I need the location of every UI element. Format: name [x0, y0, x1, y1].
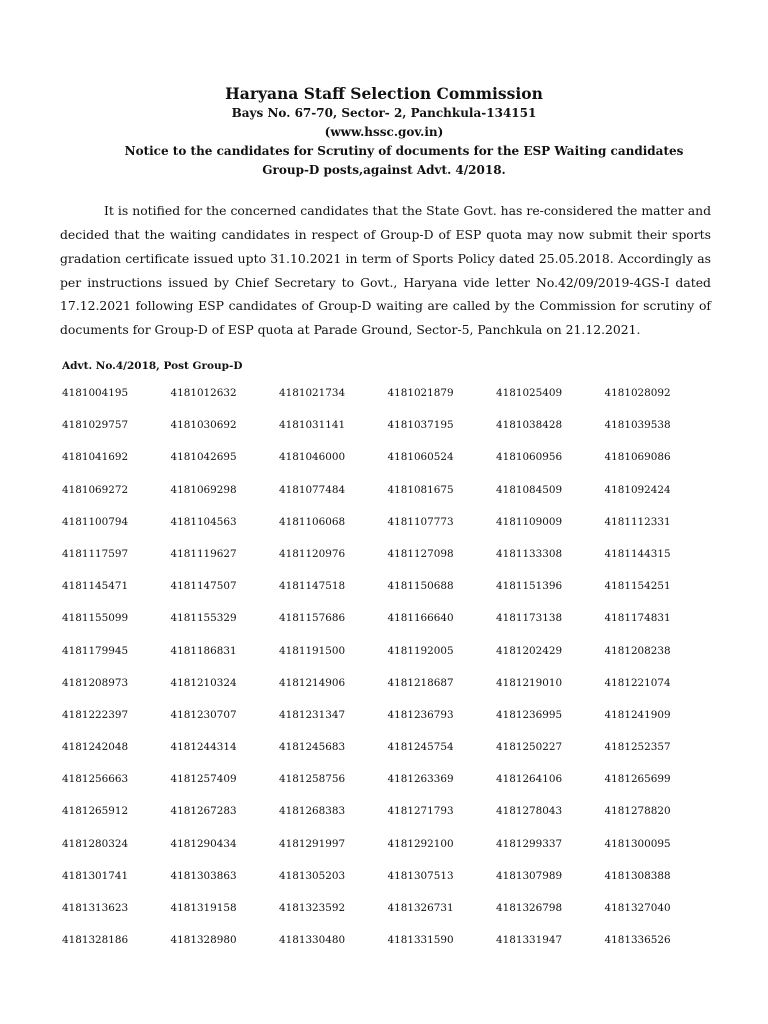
roll-number-cell: 4181221074: [604, 676, 671, 689]
roll-number-cell: 4181145471: [62, 580, 129, 593]
roll-number-cell: 4181208973: [62, 676, 129, 689]
roll-number-cell: 4181120976: [279, 547, 346, 560]
roll-number-cell: 4181127098: [387, 547, 454, 560]
notice-heading-line-1: Notice to the candidates for Scrutiny of documents for the ESP Waiting candidates: [124, 144, 684, 158]
roll-number-cell: 4181133308: [496, 547, 563, 560]
roll-number-cell: 4181012632: [170, 387, 237, 399]
roll-number-cell: 4181278820: [604, 805, 671, 818]
commission-website: (www.hssc.gov.in): [324, 125, 444, 139]
roll-number-cell: 4181208238: [604, 644, 671, 657]
roll-number-row: [62, 579, 713, 611]
roll-number-cell: 4181155329: [170, 612, 237, 625]
notice-paragraph: It is notified for the concerned candidates that the State Govt. has re-considered the matter and decided that the waiting candidates in respect of Group-D of ESP quota may now submit their sports gradation certificate issued upto 31.10.2021 in term of Sports Policy dated 25.05.2018. Accordingly as per instructions issued by Chief Secretary to Govt., Haryana vide letter No.42/09/2019-4GS-I dated 17.12.2021 following ESP candidates of Group-D waiting are called by the Commission for scrutiny of documents for Group-D of ESP quota at Parade Ground, Sector-5, Panchkula on 21.12.2021.: [60, 203, 711, 337]
roll-number-cell: 4181307513: [387, 869, 454, 882]
roll-number-cell: 4181250227: [496, 741, 563, 754]
roll-number-cell: 4181157686: [279, 612, 346, 625]
roll-number-cell: 4181258756: [279, 773, 346, 786]
roll-number-row: [62, 708, 713, 740]
roll-number-cell: 4181268383: [279, 805, 346, 818]
roll-number-cell: 4181271793: [387, 805, 454, 818]
roll-number-cell: 4181265912: [62, 805, 129, 818]
roll-number-cell: 4181267283: [170, 805, 237, 818]
notice-heading: [0, 142, 768, 180]
roll-number-row: [62, 933, 713, 965]
roll-number-row: [62, 901, 713, 933]
roll-number-cell: 4181231347: [279, 708, 346, 721]
roll-number-cell: 4181236995: [496, 708, 563, 721]
roll-number-cell: 4181244314: [170, 741, 237, 754]
roll-number-cell: 4181179945: [62, 644, 129, 657]
document-header: [0, 84, 768, 180]
roll-number-cell: 4181331947: [496, 934, 563, 947]
roll-number-row: [62, 418, 713, 450]
roll-number-row: [62, 740, 713, 772]
roll-number-cell: 4181290434: [170, 837, 237, 850]
roll-number-cell: 4181060956: [496, 451, 563, 464]
roll-number-cell: 4181210324: [170, 676, 237, 689]
commission-title: Haryana Staff Selection Commission: [225, 84, 543, 103]
roll-number-cell: 4181219010: [496, 676, 563, 689]
roll-number-cell: 4181104563: [170, 515, 237, 528]
roll-number-cell: 4181300095: [604, 837, 671, 850]
roll-number-cell: 4181144315: [604, 547, 671, 560]
roll-number-cell: 4181328186: [62, 934, 129, 947]
roll-number-cell: 4181280324: [62, 837, 129, 850]
roll-number-row: [62, 547, 713, 579]
roll-number-grid: [62, 386, 713, 965]
roll-number-cell: 4181308388: [604, 869, 671, 882]
roll-number-cell: 4181028092: [604, 387, 671, 399]
roll-number-cell: 4181042695: [170, 451, 237, 464]
roll-number-cell: 4181004195: [62, 387, 129, 399]
roll-number-row: [62, 837, 713, 869]
roll-number-cell: 4181069272: [62, 483, 129, 496]
roll-number-cell: 4181021879: [387, 387, 454, 399]
roll-number-cell: 4181245754: [387, 741, 454, 754]
roll-number-row: [62, 869, 713, 901]
roll-number-cell: 4181069086: [604, 451, 671, 464]
roll-number-cell: 4181214906: [279, 676, 346, 689]
roll-number-cell: 4181330480: [279, 934, 346, 947]
roll-number-cell: 4181106068: [279, 515, 346, 528]
roll-number-cell: 4181100794: [62, 515, 129, 528]
roll-number-cell: 4181264106: [496, 773, 563, 786]
roll-number-cell: 4181069298: [170, 483, 237, 496]
roll-number-cell: 4181077484: [279, 483, 346, 496]
roll-number-cell: 4181109009: [496, 515, 563, 528]
roll-number-cell: 4181117597: [62, 547, 129, 560]
roll-number-cell: 4181060524: [387, 451, 454, 464]
roll-number-cell: 4181218687: [387, 676, 454, 689]
roll-number-cell: 4181307989: [496, 869, 563, 882]
roll-number-cell: 4181252357: [604, 741, 671, 754]
roll-number-cell: 4181147518: [279, 580, 346, 593]
roll-number-cell: 4181222397: [62, 708, 129, 721]
roll-number-row: [62, 386, 713, 418]
roll-number-cell: 4181192005: [387, 644, 454, 657]
roll-number-cell: 4181319158: [170, 902, 237, 914]
roll-number-cell: 4181292100: [387, 837, 454, 850]
roll-number-cell: 4181029757: [62, 419, 129, 432]
roll-number-cell: 4181265699: [604, 773, 671, 786]
roll-number-cell: 4181173138: [496, 612, 563, 625]
roll-number-row: [62, 644, 713, 676]
roll-number-cell: 4181191500: [279, 644, 346, 657]
roll-number-cell: 4181303863: [170, 869, 237, 882]
roll-number-cell: 4181245683: [279, 741, 346, 754]
roll-number-cell: 4181299337: [496, 837, 563, 850]
roll-number-cell: 4181150688: [387, 580, 454, 593]
roll-number-cell: 4181256663: [62, 773, 129, 786]
roll-number-cell: 4181257409: [170, 773, 237, 786]
roll-number-row: [62, 804, 713, 836]
roll-number-cell: 4181291997: [279, 837, 346, 850]
roll-number-cell: 4181038428: [496, 419, 563, 432]
roll-number-cell: 4181084509: [496, 483, 563, 496]
roll-number-cell: 4181107773: [387, 515, 454, 528]
notice-heading-line-2: Group-D posts,against Advt. 4/2018.: [262, 163, 506, 177]
roll-number-cell: 4181030692: [170, 419, 237, 432]
list-heading: Advt. No.4/2018, Post Group-D: [62, 360, 243, 372]
roll-number-row: [62, 611, 713, 643]
roll-number-cell: 4181327040: [604, 902, 671, 914]
roll-number-cell: 4181202429: [496, 644, 563, 657]
roll-number-cell: 4181092424: [604, 483, 671, 496]
roll-number-row: [62, 450, 713, 482]
roll-number-cell: 4181326798: [496, 902, 563, 914]
roll-number-cell: 4181305203: [279, 869, 346, 882]
roll-number-cell: 4181242048: [62, 741, 129, 754]
roll-number-cell: 4181174831: [604, 612, 671, 625]
roll-number-cell: 4181031141: [279, 419, 346, 432]
roll-number-cell: 4181021734: [279, 387, 346, 399]
roll-number-cell: 4181112331: [604, 515, 671, 528]
roll-number-cell: 4181154251: [604, 580, 671, 593]
roll-number-cell: 4181041692: [62, 451, 129, 464]
roll-number-cell: 4181336526: [604, 934, 671, 947]
roll-number-cell: 4181186831: [170, 644, 237, 657]
roll-number-cell: 4181263369: [387, 773, 454, 786]
commission-address: Bays No. 67-70, Sector- 2, Panchkula-134151: [231, 106, 537, 120]
roll-number-cell: 4181147507: [170, 580, 237, 593]
roll-number-cell: 4181025409: [496, 387, 563, 399]
roll-number-cell: 4181326731: [387, 902, 454, 914]
roll-number-cell: 4181323592: [279, 902, 346, 914]
roll-number-cell: 4181081675: [387, 483, 454, 496]
roll-number-cell: 4181155099: [62, 612, 129, 625]
roll-number-cell: 4181278043: [496, 805, 563, 818]
roll-number-row: [62, 483, 713, 515]
roll-number-cell: 4181037195: [387, 419, 454, 432]
roll-number-cell: 4181331590: [387, 934, 454, 947]
roll-number-cell: 4181313623: [62, 902, 129, 914]
roll-number-row: [62, 676, 713, 708]
roll-number-cell: 4181241909: [604, 708, 671, 721]
roll-number-row: [62, 515, 713, 547]
roll-number-cell: 4181230707: [170, 708, 237, 721]
roll-number-cell: 4181151396: [496, 580, 563, 593]
roll-number-cell: 4181236793: [387, 708, 454, 721]
roll-number-cell: 4181046000: [279, 451, 346, 464]
roll-number-cell: 4181039538: [604, 419, 671, 432]
roll-number-row: [62, 772, 713, 804]
roll-number-cell: 4181119627: [170, 547, 237, 560]
roll-number-cell: 4181166640: [387, 612, 454, 625]
roll-number-cell: 4181301741: [62, 869, 129, 882]
roll-number-cell: 4181328980: [170, 934, 237, 947]
